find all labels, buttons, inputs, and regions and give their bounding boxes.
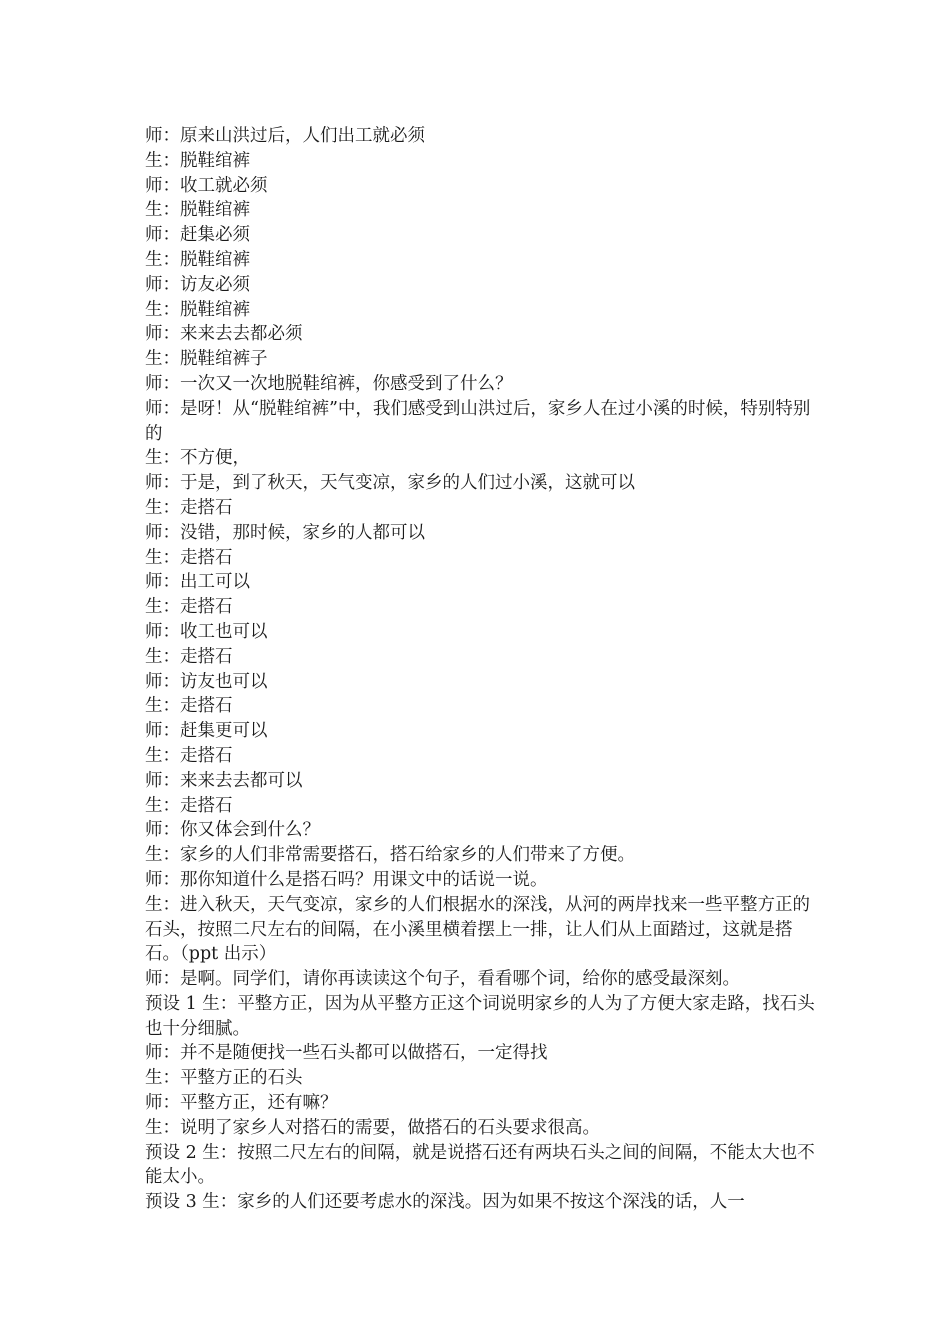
dialogue-line: 师：出工可以 xyxy=(145,572,250,593)
dialogue-line: 生：脱鞋绾裤 xyxy=(145,150,250,171)
dialogue-line: 生：说明了家乡人对搭石的需要，做搭石的石头要求很高。 xyxy=(145,1117,600,1138)
dialogue-line: 师：访友也可以 xyxy=(145,671,268,692)
dialogue-line: 师：访友必须 xyxy=(145,274,250,295)
dialogue-line: 生：平整方正的石头 xyxy=(145,1068,303,1089)
dialogue-line: 师：来来去去都可以 xyxy=(145,770,303,791)
dialogue-line: 生：走搭石 xyxy=(145,745,233,766)
dialogue-line: 生：走搭石 xyxy=(145,646,233,667)
dialogue-line: 生：进入秋天，天气变凉，家乡的人们根据水的深浅，从河的两岸找来一些平整方正的石头，按照二尺左右的间隔，在小溪里横着摆上一排，让人们从上面踏过，这就是搭石。（ppt 出示） xyxy=(145,894,810,965)
dialogue-line: 师：来来去去都必须 xyxy=(145,324,303,345)
dialogue-line: 师：你又体会到什么？ xyxy=(145,820,320,841)
dialogue-line: 预设 2 生：按照二尺左右的间隔，就是说搭石还有两块石头之间的间隔，不能太大也不能太小。 xyxy=(145,1142,815,1188)
dialogue-line: 师：是呀！从“脱鞋绾裤”中，我们感受到山洪过后，家乡人在过小溪的时候，特别特别的 xyxy=(145,398,811,444)
dialogue-line: 生：走搭石 xyxy=(145,597,233,618)
dialogue-line: 师：平整方正，还有嘛？ xyxy=(145,1093,338,1114)
dialogue-line: 生：走搭石 xyxy=(145,696,233,717)
dialogue-line: 师：一次又一次地脱鞋绾裤，你感受到了什么？ xyxy=(145,373,513,394)
dialogue-line: 师：并不是随便找一些石头都可以做搭石，一定得找 xyxy=(145,1043,548,1064)
dialogue-line: 师：赶集必须 xyxy=(145,225,250,246)
dialogue-line: 师：于是，到了秋天，天气变凉，家乡的人们过小溪，这就可以 xyxy=(145,473,635,494)
dialogue-line: 师：那你知道什么是搭石吗？用课文中的话说一说。 xyxy=(145,869,548,890)
document-body xyxy=(145,124,825,1215)
dialogue-line: 生：走搭石 xyxy=(145,547,233,568)
dialogue-line: 师：没错，那时候，家乡的人都可以 xyxy=(145,522,425,543)
dialogue-line: 生：走搭石 xyxy=(145,795,233,816)
dialogue-line: 生：脱鞋绾裤 xyxy=(145,299,250,320)
dialogue-line: 生：脱鞋绾裤 xyxy=(145,249,250,270)
dialogue-line: 师：是啊。同学们，请你再读读这个句子，看看哪个词，给你的感受最深刻。 xyxy=(145,969,740,990)
dialogue-line: 生：走搭石 xyxy=(145,497,233,518)
dialogue-line: 师：赶集更可以 xyxy=(145,721,268,742)
dialogue-line: 师：收工就必须 xyxy=(145,175,268,196)
dialogue-line: 生：不方便， xyxy=(145,448,250,469)
dialogue-line: 师：收工也可以 xyxy=(145,621,268,642)
dialogue-line: 生：脱鞋绾裤子 xyxy=(145,349,268,370)
dialogue-line: 预设 1 生：平整方正，因为从平整方正这个词说明家乡的人为了方便大家走路，找石头也十分细腻。 xyxy=(145,993,815,1039)
dialogue-line: 师：原来山洪过后，人们出工就必须 xyxy=(145,126,425,146)
dialogue-line: 预设 3 生：家乡的人们还要考虑水的深浅。因为如果不按这个深浅的话，人一 xyxy=(145,1192,745,1213)
dialogue-line: 生：脱鞋绾裤 xyxy=(145,200,250,221)
dialogue-line: 生：家乡的人们非常需要搭石，搭石给家乡的人们带来了方便。 xyxy=(145,845,635,866)
